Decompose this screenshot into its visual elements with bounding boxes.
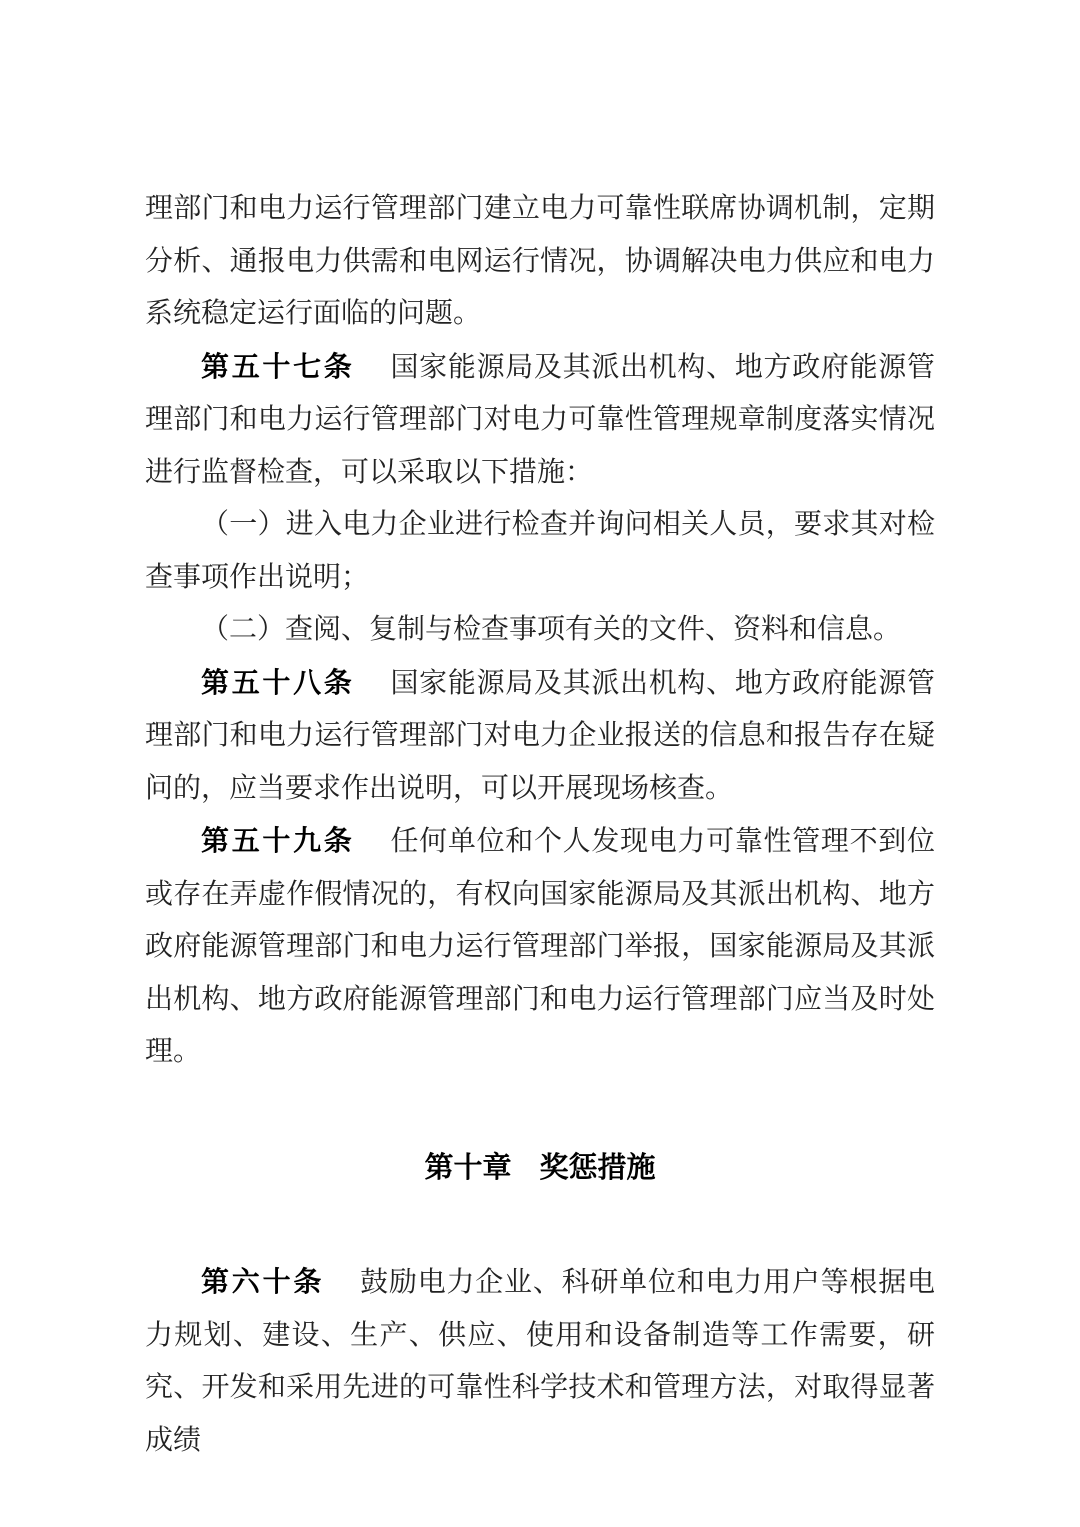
paragraph-text: 任何单位和个人发现电力可靠性管理不到位或存在弄虚作假情况的，有权向国家能源局及其派出机构、地方政府能源管理部门和电力运行管理部门举报，国家能源局及其派出机构、地方政府能源管理部门和电力运行管理部门应当及时处理。 bbox=[145, 826, 935, 1067]
chapter-number: 第十章 bbox=[424, 1151, 512, 1184]
article-number: 第五十八条 bbox=[201, 666, 355, 698]
paragraph-text: （一）进入电力企业进行检查并询问相关人员，要求其对检查事项作出说明； bbox=[145, 509, 935, 593]
paragraph-article-60 bbox=[145, 1256, 935, 1467]
article-number: 第五十七条 bbox=[201, 350, 355, 382]
paragraph-text: 国家能源局及其派出机构、地方政府能源管理部门和电力运行管理部门对电力企业报送的信息和报告存在疑问的，应当要求作出说明，可以开展现场核查。 bbox=[145, 667, 935, 804]
paragraph-continuation bbox=[145, 183, 935, 341]
article-number: 第六十条 bbox=[201, 1266, 325, 1297]
chapter-heading bbox=[145, 1142, 935, 1195]
paragraph-article-59 bbox=[145, 815, 935, 1079]
article-number: 第五十九条 bbox=[201, 825, 355, 856]
paragraph-text: （二）查阅、复制与检查事项有关的文件、资料和信息。 bbox=[201, 614, 902, 645]
document-body bbox=[145, 183, 935, 1467]
paragraph-text: 理部门和电力运行管理部门建立电力可靠性联席协调机制，定期分析、通报电力供需和电网运行情况，协调解决电力供应和电力系统稳定运行面临的问题。 bbox=[145, 193, 935, 329]
chapter-title: 奖惩措施 bbox=[539, 1151, 656, 1184]
paragraph-item-1 bbox=[145, 499, 935, 604]
paragraph-article-58 bbox=[145, 657, 935, 816]
paragraph-item-2 bbox=[145, 604, 935, 657]
paragraph-text: 鼓励电力企业、科研单位和电力用户等根据电力规划、建设、生产、供应、使用和设备制造等工作需要，研究、开发和采用先进的可靠性科学技术和管理方法，对取得显著成绩 bbox=[145, 1267, 935, 1456]
paragraph-article-57 bbox=[145, 341, 935, 500]
paragraph-text: 国家能源局及其派出机构、地方政府能源管理部门和电力运行管理部门对电力可靠性管理规章制度落实情况进行监督检查，可以采取以下措施： bbox=[145, 351, 935, 488]
